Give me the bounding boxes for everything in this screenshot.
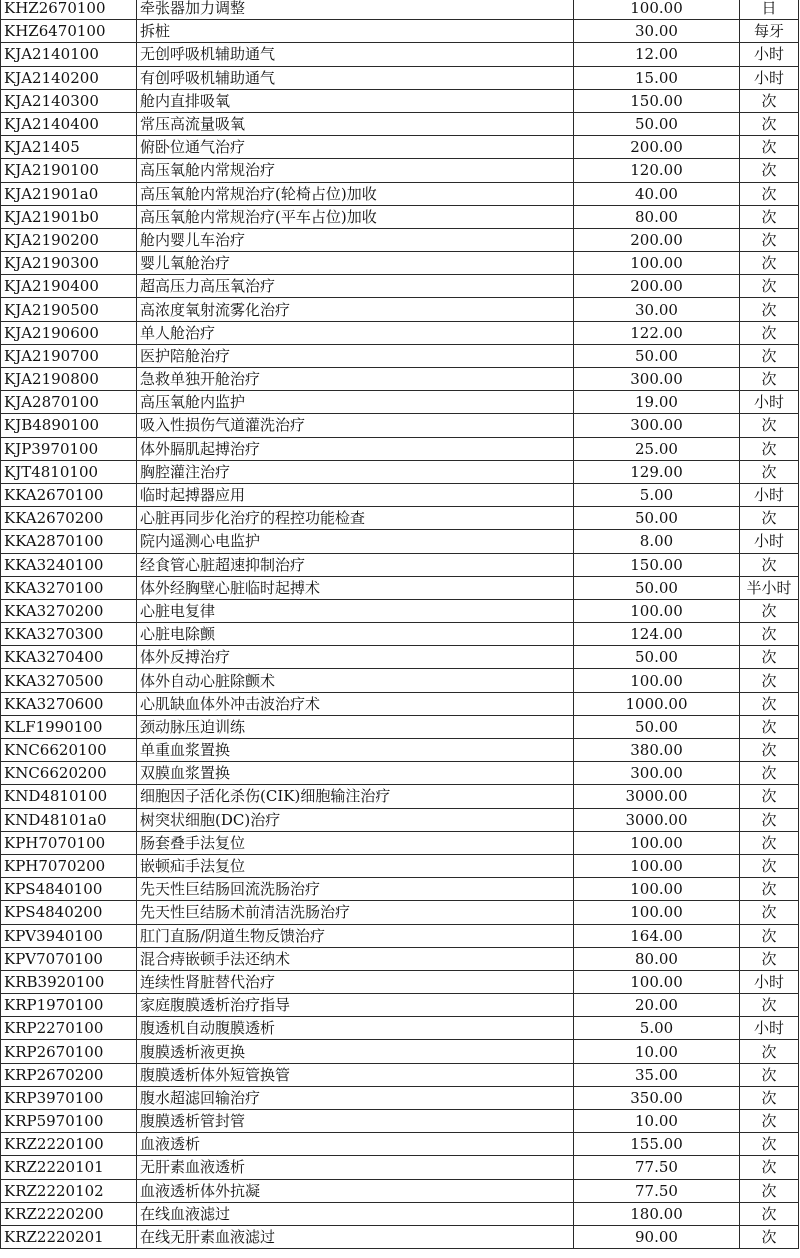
- item-name-cell: 体外反搏治疗: [137, 646, 574, 669]
- item-code-cell: KJA2140100: [1, 43, 137, 66]
- item-name-cell: 临时起搏器应用: [137, 483, 574, 506]
- unit-cell: 次: [740, 623, 799, 646]
- unit-cell: 次: [740, 228, 799, 251]
- table-row: [1, 599, 799, 622]
- item-name-cell: 树突状细胞(DC)治疗: [137, 808, 574, 831]
- table-row: [1, 20, 799, 43]
- price-cell: 300.00: [574, 368, 740, 391]
- item-name-cell: 婴儿氧舱治疗: [137, 252, 574, 275]
- unit-cell: 次: [740, 136, 799, 159]
- price-cell: 164.00: [574, 924, 740, 947]
- unit-cell: 次: [740, 646, 799, 669]
- price-cell: 129.00: [574, 460, 740, 483]
- item-code-cell: KRZ2220101: [1, 1156, 137, 1179]
- unit-cell: 每牙: [740, 20, 799, 43]
- table-row: [1, 530, 799, 553]
- item-name-cell: 细胞因子活化杀伤(CIK)细胞输注治疗: [137, 785, 574, 808]
- item-code-cell: KKA2670200: [1, 507, 137, 530]
- item-name-cell: 牵张器加力调整: [137, 0, 574, 20]
- price-cell: 180.00: [574, 1202, 740, 1225]
- table-row: [1, 646, 799, 669]
- item-name-cell: 心脏电除颤: [137, 623, 574, 646]
- item-code-cell: KRB3920100: [1, 970, 137, 993]
- unit-cell: 小时: [740, 66, 799, 89]
- item-name-cell: 心肌缺血体外冲击波治疗术: [137, 692, 574, 715]
- price-cell: 50.00: [574, 715, 740, 738]
- unit-cell: 日: [740, 0, 799, 20]
- item-code-cell: KNC6620200: [1, 762, 137, 785]
- unit-cell: 次: [740, 1040, 799, 1063]
- item-name-cell: 经食管心脏超速抑制治疗: [137, 553, 574, 576]
- item-code-cell: KRZ2220102: [1, 1179, 137, 1202]
- price-cell: 50.00: [574, 507, 740, 530]
- item-name-cell: 高浓度氧射流雾化治疗: [137, 298, 574, 321]
- item-name-cell: 单人舱治疗: [137, 321, 574, 344]
- table-row: [1, 854, 799, 877]
- table-row: [1, 1225, 799, 1248]
- item-code-cell: KPV7070100: [1, 947, 137, 970]
- table-row: [1, 298, 799, 321]
- price-cell: 124.00: [574, 623, 740, 646]
- table-row: [1, 136, 799, 159]
- unit-cell: 次: [740, 437, 799, 460]
- item-name-cell: 高压氧舱内常规治疗(轮椅占位)加收: [137, 182, 574, 205]
- table-row: [1, 808, 799, 831]
- unit-cell: 次: [740, 205, 799, 228]
- item-code-cell: KPH7070100: [1, 831, 137, 854]
- item-name-cell: 混合痔嵌顿手法还纳术: [137, 947, 574, 970]
- unit-cell: 次: [740, 994, 799, 1017]
- price-cell: 155.00: [574, 1133, 740, 1156]
- table-row: [1, 1063, 799, 1086]
- item-code-cell: KJA2190400: [1, 275, 137, 298]
- item-code-cell: KRP2670100: [1, 1040, 137, 1063]
- table-row: [1, 739, 799, 762]
- unit-cell: 次: [740, 1156, 799, 1179]
- unit-cell: 次: [740, 275, 799, 298]
- item-name-cell: 高压氧舱内常规治疗: [137, 159, 574, 182]
- unit-cell: 半小时: [740, 576, 799, 599]
- item-name-cell: 嵌顿疝手法复位: [137, 854, 574, 877]
- item-name-cell: 颈动脉压迫训练: [137, 715, 574, 738]
- unit-cell: 次: [740, 715, 799, 738]
- price-cell: 300.00: [574, 414, 740, 437]
- price-cell: 120.00: [574, 159, 740, 182]
- item-code-cell: KKA3270200: [1, 599, 137, 622]
- table-row: [1, 1017, 799, 1040]
- item-code-cell: KJA21901b0: [1, 205, 137, 228]
- price-cell: 80.00: [574, 947, 740, 970]
- price-cell: 15.00: [574, 66, 740, 89]
- table-row: [1, 1156, 799, 1179]
- item-name-cell: 先天性巨结肠回流洗肠治疗: [137, 878, 574, 901]
- table-row: [1, 252, 799, 275]
- item-name-cell: 体外经胸壁心脏临时起搏术: [137, 576, 574, 599]
- price-cell: 100.00: [574, 252, 740, 275]
- item-code-cell: KKA2870100: [1, 530, 137, 553]
- item-code-cell: KRP2270100: [1, 1017, 137, 1040]
- unit-cell: 次: [740, 599, 799, 622]
- unit-cell: 次: [740, 182, 799, 205]
- unit-cell: 次: [740, 1133, 799, 1156]
- table-row: [1, 1133, 799, 1156]
- item-code-cell: KJB4890100: [1, 414, 137, 437]
- table-row: [1, 228, 799, 251]
- item-code-cell: KJA2140200: [1, 66, 137, 89]
- unit-cell: 小时: [740, 391, 799, 414]
- table-row: [1, 669, 799, 692]
- table-row: [1, 391, 799, 414]
- unit-cell: 次: [740, 854, 799, 877]
- unit-cell: 次: [740, 808, 799, 831]
- item-name-cell: 院内遥测心电监护: [137, 530, 574, 553]
- price-cell: 150.00: [574, 89, 740, 112]
- item-code-cell: KNC6620100: [1, 739, 137, 762]
- price-cell: 40.00: [574, 182, 740, 205]
- table-row: [1, 483, 799, 506]
- item-name-cell: 血液透析: [137, 1133, 574, 1156]
- unit-cell: 次: [740, 1202, 799, 1225]
- price-cell: 80.00: [574, 205, 740, 228]
- table-row: [1, 66, 799, 89]
- unit-cell: 小时: [740, 530, 799, 553]
- item-name-cell: 超高压力高压氧治疗: [137, 275, 574, 298]
- unit-cell: 次: [740, 1063, 799, 1086]
- item-name-cell: 心脏再同步化治疗的程控功能检查: [137, 507, 574, 530]
- price-cell: 3000.00: [574, 808, 740, 831]
- item-name-cell: 先天性巨结肠术前清洁洗肠治疗: [137, 901, 574, 924]
- price-cell: 1000.00: [574, 692, 740, 715]
- item-name-cell: 腹膜透析管封管: [137, 1110, 574, 1133]
- item-code-cell: KJA2140400: [1, 112, 137, 135]
- item-name-cell: 心脏电复律: [137, 599, 574, 622]
- unit-cell: 次: [740, 414, 799, 437]
- unit-cell: 次: [740, 901, 799, 924]
- item-code-cell: KJA21901a0: [1, 182, 137, 205]
- unit-cell: 次: [740, 1110, 799, 1133]
- fee-table-body: [1, 0, 799, 1249]
- item-name-cell: 拆桩: [137, 20, 574, 43]
- price-cell: 30.00: [574, 20, 740, 43]
- table-row: [1, 623, 799, 646]
- price-cell: 5.00: [574, 1017, 740, 1040]
- table-row: [1, 553, 799, 576]
- item-name-cell: 家庭腹膜透析治疗指导: [137, 994, 574, 1017]
- item-code-cell: KRZ2220100: [1, 1133, 137, 1156]
- unit-cell: 次: [740, 947, 799, 970]
- unit-cell: 次: [740, 159, 799, 182]
- item-code-cell: KJP3970100: [1, 437, 137, 460]
- table-row: [1, 182, 799, 205]
- price-cell: 100.00: [574, 901, 740, 924]
- item-name-cell: 吸入性损伤气道灌洗治疗: [137, 414, 574, 437]
- table-row: [1, 715, 799, 738]
- item-name-cell: 无肝素血液透析: [137, 1156, 574, 1179]
- price-cell: 50.00: [574, 646, 740, 669]
- item-name-cell: 无创呼吸机辅助通气: [137, 43, 574, 66]
- table-row: [1, 275, 799, 298]
- price-cell: 380.00: [574, 739, 740, 762]
- table-row: [1, 947, 799, 970]
- item-name-cell: 急救单独开舱治疗: [137, 368, 574, 391]
- item-code-cell: KPS4840200: [1, 901, 137, 924]
- price-cell: 3000.00: [574, 785, 740, 808]
- item-code-cell: KRP1970100: [1, 994, 137, 1017]
- price-cell: 300.00: [574, 762, 740, 785]
- item-name-cell: 体外自动心脏除颤术: [137, 669, 574, 692]
- item-name-cell: 腹透机自动腹膜透析: [137, 1017, 574, 1040]
- table-row: [1, 785, 799, 808]
- unit-cell: 小时: [740, 1017, 799, 1040]
- table-row: [1, 344, 799, 367]
- table-row: [1, 901, 799, 924]
- item-code-cell: KLF1990100: [1, 715, 137, 738]
- price-cell: 200.00: [574, 275, 740, 298]
- item-name-cell: 肛门直肠/阴道生物反馈治疗: [137, 924, 574, 947]
- price-cell: 77.50: [574, 1179, 740, 1202]
- item-code-cell: KJA2870100: [1, 391, 137, 414]
- unit-cell: 次: [740, 669, 799, 692]
- item-code-cell: KJT4810100: [1, 460, 137, 483]
- price-cell: 100.00: [574, 970, 740, 993]
- item-code-cell: KJA2190200: [1, 228, 137, 251]
- unit-cell: 次: [740, 762, 799, 785]
- item-name-cell: 在线血液滤过: [137, 1202, 574, 1225]
- table-row: [1, 576, 799, 599]
- item-code-cell: KPH7070200: [1, 854, 137, 877]
- price-cell: 100.00: [574, 878, 740, 901]
- price-cell: 50.00: [574, 112, 740, 135]
- item-name-cell: 双膜血浆置换: [137, 762, 574, 785]
- unit-cell: 次: [740, 692, 799, 715]
- item-name-cell: 有创呼吸机辅助通气: [137, 66, 574, 89]
- price-cell: 25.00: [574, 437, 740, 460]
- item-name-cell: 腹膜透析体外短管换管: [137, 1063, 574, 1086]
- table-row: [1, 460, 799, 483]
- table-row: [1, 0, 799, 20]
- table-row: [1, 1202, 799, 1225]
- item-code-cell: KJA2190800: [1, 368, 137, 391]
- unit-cell: 次: [740, 553, 799, 576]
- item-code-cell: KKA3240100: [1, 553, 137, 576]
- price-cell: 150.00: [574, 553, 740, 576]
- item-code-cell: KHZ2670100: [1, 0, 137, 20]
- item-code-cell: KND4810100: [1, 785, 137, 808]
- price-cell: 30.00: [574, 298, 740, 321]
- item-name-cell: 连续性肾脏替代治疗: [137, 970, 574, 993]
- item-name-cell: 常压高流量吸氧: [137, 112, 574, 135]
- item-code-cell: KKA3270600: [1, 692, 137, 715]
- item-code-cell: KJA2190600: [1, 321, 137, 344]
- item-code-cell: KPV3940100: [1, 924, 137, 947]
- price-cell: 35.00: [574, 1063, 740, 1086]
- unit-cell: 次: [740, 507, 799, 530]
- table-row: [1, 970, 799, 993]
- table-row: [1, 321, 799, 344]
- unit-cell: 次: [740, 739, 799, 762]
- table-row: [1, 762, 799, 785]
- item-code-cell: KKA3270500: [1, 669, 137, 692]
- item-code-cell: KJA2190100: [1, 159, 137, 182]
- price-cell: 200.00: [574, 136, 740, 159]
- item-name-cell: 腹膜透析液更换: [137, 1040, 574, 1063]
- item-code-cell: KKA2670100: [1, 483, 137, 506]
- price-cell: 10.00: [574, 1110, 740, 1133]
- price-cell: 12.00: [574, 43, 740, 66]
- item-name-cell: 体外膈肌起搏治疗: [137, 437, 574, 460]
- item-code-cell: KND48101a0: [1, 808, 137, 831]
- table-row: [1, 1086, 799, 1109]
- price-cell: 100.00: [574, 0, 740, 20]
- unit-cell: 次: [740, 321, 799, 344]
- price-cell: 10.00: [574, 1040, 740, 1063]
- item-code-cell: KJA21405: [1, 136, 137, 159]
- item-name-cell: 高压氧舱内监护: [137, 391, 574, 414]
- item-code-cell: KRP2670200: [1, 1063, 137, 1086]
- table-row: [1, 205, 799, 228]
- price-cell: 200.00: [574, 228, 740, 251]
- item-name-cell: 在线无肝素血液滤过: [137, 1225, 574, 1248]
- table-row: [1, 1040, 799, 1063]
- table-row: [1, 414, 799, 437]
- price-cell: 50.00: [574, 344, 740, 367]
- item-code-cell: KJA2140300: [1, 89, 137, 112]
- item-code-cell: KPS4840100: [1, 878, 137, 901]
- item-name-cell: 肠套叠手法复位: [137, 831, 574, 854]
- unit-cell: 次: [740, 924, 799, 947]
- unit-cell: 次: [740, 785, 799, 808]
- price-cell: 5.00: [574, 483, 740, 506]
- unit-cell: 次: [740, 831, 799, 854]
- table-row: [1, 43, 799, 66]
- price-cell: 50.00: [574, 576, 740, 599]
- unit-cell: 次: [740, 1086, 799, 1109]
- unit-cell: 次: [740, 460, 799, 483]
- item-name-cell: 单重血浆置换: [137, 739, 574, 762]
- unit-cell: 次: [740, 252, 799, 275]
- unit-cell: 次: [740, 1179, 799, 1202]
- unit-cell: 次: [740, 298, 799, 321]
- price-cell: 350.00: [574, 1086, 740, 1109]
- item-name-cell: 俯卧位通气治疗: [137, 136, 574, 159]
- table-row: [1, 994, 799, 1017]
- item-name-cell: 高压氧舱内常规治疗(平车占位)加收: [137, 205, 574, 228]
- price-cell: 20.00: [574, 994, 740, 1017]
- price-cell: 19.00: [574, 391, 740, 414]
- price-cell: 100.00: [574, 669, 740, 692]
- table-row: [1, 831, 799, 854]
- item-code-cell: KJA2190700: [1, 344, 137, 367]
- unit-cell: 次: [740, 112, 799, 135]
- unit-cell: 小时: [740, 43, 799, 66]
- price-cell: 90.00: [574, 1225, 740, 1248]
- table-row: [1, 89, 799, 112]
- table-row: [1, 368, 799, 391]
- table-row: [1, 878, 799, 901]
- table-row: [1, 692, 799, 715]
- unit-cell: 次: [740, 344, 799, 367]
- price-cell: 100.00: [574, 831, 740, 854]
- item-code-cell: KKA3270300: [1, 623, 137, 646]
- price-cell: 8.00: [574, 530, 740, 553]
- price-cell: 122.00: [574, 321, 740, 344]
- item-code-cell: KJA2190500: [1, 298, 137, 321]
- item-code-cell: KJA2190300: [1, 252, 137, 275]
- unit-cell: 次: [740, 878, 799, 901]
- item-code-cell: KRP5970100: [1, 1110, 137, 1133]
- item-name-cell: 舱内婴儿车治疗: [137, 228, 574, 251]
- table-row: [1, 924, 799, 947]
- item-name-cell: 腹水超滤回输治疗: [137, 1086, 574, 1109]
- table-row: [1, 1179, 799, 1202]
- price-cell: 77.50: [574, 1156, 740, 1179]
- table-row: [1, 159, 799, 182]
- item-name-cell: 血液透析体外抗凝: [137, 1179, 574, 1202]
- item-code-cell: KKA3270100: [1, 576, 137, 599]
- item-name-cell: 舱内直排吸氧: [137, 89, 574, 112]
- item-name-cell: 胸腔灌注治疗: [137, 460, 574, 483]
- unit-cell: 小时: [740, 970, 799, 993]
- unit-cell: 小时: [740, 483, 799, 506]
- table-row: [1, 437, 799, 460]
- item-code-cell: KRZ2220201: [1, 1225, 137, 1248]
- item-name-cell: 医护陪舱治疗: [137, 344, 574, 367]
- price-cell: 100.00: [574, 854, 740, 877]
- unit-cell: 次: [740, 1225, 799, 1248]
- item-code-cell: KHZ6470100: [1, 20, 137, 43]
- unit-cell: 次: [740, 89, 799, 112]
- item-code-cell: KRZ2220200: [1, 1202, 137, 1225]
- unit-cell: 次: [740, 368, 799, 391]
- table-row: [1, 1110, 799, 1133]
- item-code-cell: KRP3970100: [1, 1086, 137, 1109]
- table-row: [1, 507, 799, 530]
- price-cell: 100.00: [574, 599, 740, 622]
- table-row: [1, 112, 799, 135]
- item-code-cell: KKA3270400: [1, 646, 137, 669]
